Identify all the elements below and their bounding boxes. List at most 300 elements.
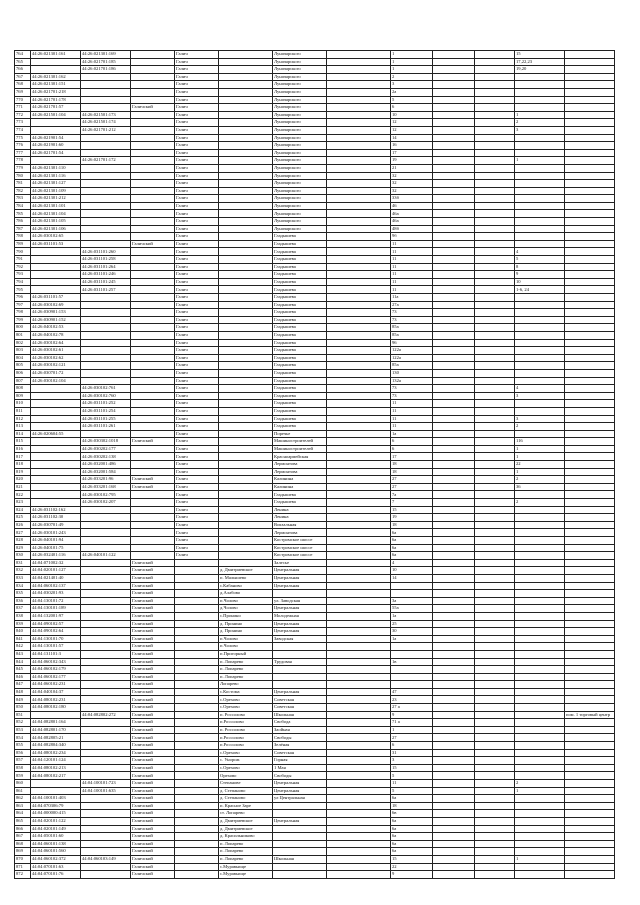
house-number-cell xyxy=(391,666,433,674)
cadastral-number-building-cell xyxy=(81,612,131,620)
street-extra-cell xyxy=(327,825,391,833)
district-cell: Галичский xyxy=(131,749,175,757)
cadastral-number-building-cell xyxy=(81,233,131,241)
street-extra-cell xyxy=(327,666,391,674)
street-extra-cell xyxy=(327,438,391,446)
cadastral-number-parcel-cell: 44:26:040102:53 xyxy=(31,324,81,332)
cadastral-number-building-cell: 44:26:040101:122 xyxy=(81,552,131,560)
row-number-cell: 781 xyxy=(15,180,31,188)
cadastral-number-building-cell xyxy=(81,104,131,112)
premises-cell xyxy=(515,817,565,825)
premises-cell xyxy=(515,757,565,765)
city-cell: Галич xyxy=(175,240,219,248)
city-cell: Галич xyxy=(175,415,219,423)
street-extra-cell xyxy=(327,742,391,750)
district-cell xyxy=(131,453,175,461)
cadastral-number-parcel-cell xyxy=(31,787,81,795)
table-row xyxy=(15,377,615,385)
cadastral-number-building-cell xyxy=(81,772,131,780)
house-number-cell: 73 xyxy=(391,385,433,393)
locality-cell xyxy=(219,506,273,514)
row-number-cell: 862 xyxy=(15,795,31,803)
building-cell xyxy=(433,863,475,871)
table-row xyxy=(15,407,615,415)
row-number-cell: 775 xyxy=(15,134,31,142)
table-row xyxy=(15,256,615,264)
cadastral-number-parcel-cell: 44:26:031101:57 xyxy=(31,294,81,302)
street-cell: Центральная xyxy=(273,688,327,696)
city-cell: Галич xyxy=(175,377,219,385)
district-cell xyxy=(131,552,175,560)
house-number-cell: 6а xyxy=(391,544,433,552)
table-row xyxy=(15,521,615,529)
building-cell xyxy=(433,248,475,256)
premises-cell xyxy=(515,362,565,370)
cadastral-number-building-cell: 44:26:021501:173 xyxy=(81,111,131,119)
premises-cell xyxy=(515,628,565,636)
city-cell xyxy=(175,597,219,605)
premises-cell: 1 xyxy=(515,111,565,119)
cadastral-number-parcel-cell: 44:26:031101:53 xyxy=(31,240,81,248)
district-cell xyxy=(131,263,175,271)
district-cell: Галичский xyxy=(131,612,175,620)
note-cell xyxy=(565,134,615,142)
street-cell xyxy=(273,643,327,651)
table-row xyxy=(15,863,615,871)
locality-cell: д. Степаново xyxy=(219,787,273,795)
cadastral-number-building-cell xyxy=(81,134,131,142)
building-cell xyxy=(433,119,475,127)
cadastral-number-building-cell xyxy=(81,240,131,248)
table-row xyxy=(15,126,615,134)
note-cell xyxy=(565,81,615,89)
street-extra-cell xyxy=(327,423,391,431)
row-number-cell: 795 xyxy=(15,286,31,294)
district-cell xyxy=(131,134,175,142)
street-extra-cell xyxy=(327,301,391,309)
locality-cell: п. Малышево xyxy=(219,574,273,582)
street-extra-cell xyxy=(327,704,391,712)
premises-cell xyxy=(515,195,565,203)
premises-cell xyxy=(515,354,565,362)
note-cell xyxy=(565,605,615,613)
row-number-cell: 868 xyxy=(15,840,31,848)
district-cell xyxy=(131,66,175,74)
building-cell xyxy=(433,392,475,400)
table-row xyxy=(15,688,615,696)
table-row xyxy=(15,559,615,567)
building-cell xyxy=(433,597,475,605)
district-cell xyxy=(131,187,175,195)
house-number-cell: 6а xyxy=(391,817,433,825)
city-cell xyxy=(175,780,219,788)
premises-cell: 15 xyxy=(515,51,565,59)
row-number-cell: 801 xyxy=(15,331,31,339)
cadastral-number-building-cell: 44:26:030102:795 xyxy=(81,491,131,499)
structure-cell xyxy=(475,483,515,491)
street-extra-cell xyxy=(327,240,391,248)
street-extra-cell xyxy=(327,635,391,643)
row-number-cell: 764 xyxy=(15,51,31,59)
table-row xyxy=(15,529,615,537)
house-number-cell: 48б xyxy=(391,225,433,233)
cadastral-number-parcel-cell: 44:04:060102:231 xyxy=(31,681,81,689)
city-cell: Галич xyxy=(175,476,219,484)
building-cell xyxy=(433,271,475,279)
city-cell: Галич xyxy=(175,468,219,476)
street-extra-cell xyxy=(327,309,391,317)
street-cell: Свободы xyxy=(273,772,327,780)
district-cell xyxy=(131,529,175,537)
district-cell xyxy=(131,347,175,355)
street-extra-cell xyxy=(327,506,391,514)
structure-cell xyxy=(475,749,515,757)
locality-cell xyxy=(219,172,273,180)
premises-cell: 2 xyxy=(515,499,565,507)
city-cell: Галич xyxy=(175,51,219,59)
note-cell xyxy=(565,119,615,127)
row-number-cell: 845 xyxy=(15,666,31,674)
row-number-cell: 771 xyxy=(15,104,31,112)
street-cell: Свобода xyxy=(273,719,327,727)
locality-cell xyxy=(219,88,273,96)
street-extra-cell xyxy=(327,863,391,871)
row-number-cell: 765 xyxy=(15,58,31,66)
street-cell: Гладышева xyxy=(273,331,327,339)
street-extra-cell xyxy=(327,453,391,461)
street-cell: Гладышева xyxy=(273,407,327,415)
table-row xyxy=(15,544,615,552)
cadastral-number-parcel-cell: 44:26:040101:75 xyxy=(31,544,81,552)
district-cell xyxy=(131,210,175,218)
district-cell: Галичский xyxy=(131,848,175,856)
table-row xyxy=(15,719,615,727)
table-row xyxy=(15,354,615,362)
note-cell xyxy=(565,423,615,431)
house-number-cell: 130 xyxy=(391,369,433,377)
cadastral-number-building-cell xyxy=(81,734,131,742)
premises-cell xyxy=(515,88,565,96)
cadastral-number-parcel-cell: 44:04:070101:76 xyxy=(31,871,81,879)
street-extra-cell xyxy=(327,400,391,408)
locality-cell: д.Чолово xyxy=(219,605,273,613)
cadastral-number-parcel-cell: 44:26:021301:101 xyxy=(31,202,81,210)
cadastral-number-parcel-cell: 44:04:130101:70 xyxy=(31,635,81,643)
city-cell xyxy=(175,787,219,795)
street-extra-cell xyxy=(327,362,391,370)
cadastral-number-parcel-cell: 44:26:031102:162 xyxy=(31,506,81,514)
city-cell xyxy=(175,650,219,658)
cadastral-number-parcel-cell: 44:04:130101:189 xyxy=(31,605,81,613)
premises-cell: 8 xyxy=(515,263,565,271)
district-cell xyxy=(131,149,175,157)
cadastral-number-parcel-cell xyxy=(31,66,81,74)
note-cell xyxy=(565,271,615,279)
street-extra-cell xyxy=(327,286,391,294)
building-cell xyxy=(433,521,475,529)
building-cell xyxy=(433,453,475,461)
cadastral-number-parcel-cell: 44:04:080102:213 xyxy=(31,764,81,772)
district-cell: Галичский xyxy=(131,597,175,605)
row-number-cell: 836 xyxy=(15,597,31,605)
locality-cell: с.Орехово xyxy=(219,749,273,757)
cadastral-number-parcel-cell: 44:04:021401:40 xyxy=(31,574,81,582)
structure-cell xyxy=(475,582,515,590)
cadastral-number-building-cell xyxy=(81,810,131,818)
city-cell: Галич xyxy=(175,73,219,81)
locality-cell: Лопарево xyxy=(219,681,273,689)
locality-cell xyxy=(219,218,273,226)
cadastral-number-parcel-cell: 44:26:021701:218 xyxy=(31,88,81,96)
district-cell xyxy=(131,142,175,150)
city-cell: Галич xyxy=(175,187,219,195)
premises-cell xyxy=(515,180,565,188)
cadastral-number-parcel-cell xyxy=(31,468,81,476)
cadastral-number-building-cell xyxy=(81,529,131,537)
structure-cell xyxy=(475,354,515,362)
structure-cell xyxy=(475,316,515,324)
note-cell xyxy=(565,521,615,529)
note-cell xyxy=(565,407,615,415)
street-extra-cell xyxy=(327,848,391,856)
locality-cell xyxy=(219,187,273,195)
premises-cell xyxy=(515,301,565,309)
house-number-cell: 18 xyxy=(391,521,433,529)
house-number-cell: 46а xyxy=(391,218,433,226)
building-cell xyxy=(433,537,475,545)
house-number-cell: 7 xyxy=(391,499,433,507)
note-cell xyxy=(565,202,615,210)
note-cell xyxy=(565,863,615,871)
street-extra-cell xyxy=(327,514,391,522)
building-cell xyxy=(433,134,475,142)
row-number-cell: 812 xyxy=(15,415,31,423)
note-cell xyxy=(565,256,615,264)
city-cell xyxy=(175,688,219,696)
cadastral-number-building-cell xyxy=(81,795,131,803)
premises-cell xyxy=(515,643,565,651)
building-cell xyxy=(433,88,475,96)
house-number-cell: 25 xyxy=(391,620,433,628)
row-number-cell: 837 xyxy=(15,605,31,613)
city-cell: Галич xyxy=(175,309,219,317)
table-row xyxy=(15,111,615,119)
premises-cell xyxy=(515,430,565,438)
street-cell: Машиностроителей xyxy=(273,438,327,446)
city-cell xyxy=(175,764,219,772)
premises-cell: 1 xyxy=(515,468,565,476)
district-cell xyxy=(131,521,175,529)
locality-cell xyxy=(219,415,273,423)
street-cell: Луначарского xyxy=(273,149,327,157)
house-number-cell: 1а xyxy=(391,635,433,643)
note-cell: пом. 1 торговый центр xyxy=(565,711,615,719)
table-row xyxy=(15,233,615,241)
locality-cell xyxy=(219,73,273,81)
city-cell xyxy=(175,749,219,757)
street-cell: Луначарского xyxy=(273,225,327,233)
cadastral-number-parcel-cell: 44:26:030102:104 xyxy=(31,377,81,385)
note-cell xyxy=(565,529,615,537)
table-row xyxy=(15,187,615,195)
district-cell xyxy=(131,164,175,172)
street-cell: Центральная xyxy=(273,628,327,636)
district-cell xyxy=(131,354,175,362)
street-extra-cell xyxy=(327,810,391,818)
cadastral-number-parcel-cell: 44:04:020101:127 xyxy=(31,567,81,575)
street-cell: Заойная xyxy=(273,726,327,734)
structure-cell xyxy=(475,863,515,871)
house-number-cell xyxy=(391,582,433,590)
district-cell xyxy=(131,377,175,385)
structure-cell xyxy=(475,780,515,788)
house-number-cell: 1в xyxy=(391,658,433,666)
street-extra-cell xyxy=(327,567,391,575)
premises-cell xyxy=(515,187,565,195)
cadastral-number-parcel-cell xyxy=(31,461,81,469)
structure-cell xyxy=(475,468,515,476)
cadastral-number-building-cell xyxy=(81,331,131,339)
building-cell xyxy=(433,726,475,734)
city-cell xyxy=(175,726,219,734)
cadastral-number-building-cell xyxy=(81,749,131,757)
street-extra-cell xyxy=(327,96,391,104)
cadastral-number-building-cell xyxy=(81,225,131,233)
structure-cell xyxy=(475,772,515,780)
table-row xyxy=(15,757,615,765)
locality-cell xyxy=(219,240,273,248)
row-number-cell: 840 xyxy=(15,628,31,636)
premises-cell xyxy=(515,134,565,142)
premises-cell xyxy=(515,688,565,696)
city-cell xyxy=(175,696,219,704)
district-cell: Галичский xyxy=(131,719,175,727)
row-number-cell: 809 xyxy=(15,392,31,400)
street-cell: Гладышева xyxy=(273,415,327,423)
locality-cell xyxy=(219,339,273,347)
note-cell xyxy=(565,248,615,256)
premises-cell: 2 xyxy=(515,119,565,127)
note-cell xyxy=(565,468,615,476)
note-cell xyxy=(565,476,615,484)
building-cell xyxy=(433,476,475,484)
building-cell xyxy=(433,316,475,324)
locality-cell xyxy=(219,521,273,529)
locality-cell: д. Степаново xyxy=(219,795,273,803)
street-cell: Лермонтова xyxy=(273,468,327,476)
premises-cell: 2 xyxy=(515,476,565,484)
cadastral-number-parcel-cell: 44:04:060102:343 xyxy=(31,658,81,666)
city-cell: Галич xyxy=(175,529,219,537)
locality-cell xyxy=(219,164,273,172)
locality-cell xyxy=(219,407,273,415)
building-cell xyxy=(433,605,475,613)
locality-cell: с.Муравьище xyxy=(219,863,273,871)
district-cell xyxy=(131,400,175,408)
city-cell: Галич xyxy=(175,278,219,286)
row-number-cell: 770 xyxy=(15,96,31,104)
note-cell xyxy=(565,157,615,165)
note-cell xyxy=(565,126,615,134)
cadastral-number-building-cell xyxy=(81,149,131,157)
structure-cell xyxy=(475,392,515,400)
table-row xyxy=(15,780,615,788)
row-number-cell: 792 xyxy=(15,263,31,271)
structure-cell xyxy=(475,407,515,415)
premises-cell: 3 xyxy=(515,415,565,423)
cadastral-number-parcel-cell: 44:04:082804:340 xyxy=(31,742,81,750)
premises-cell: 10 xyxy=(515,278,565,286)
table-row xyxy=(15,726,615,734)
street-extra-cell xyxy=(327,461,391,469)
locality-cell xyxy=(219,552,273,560)
building-cell xyxy=(433,195,475,203)
row-number-cell: 854 xyxy=(15,734,31,742)
cadastral-number-parcel-cell: 44:04:020101:149 xyxy=(31,825,81,833)
district-cell xyxy=(131,126,175,134)
house-number-cell: 3а xyxy=(391,597,433,605)
city-cell: Галич xyxy=(175,552,219,560)
premises-cell xyxy=(515,620,565,628)
street-cell: Калинина xyxy=(273,476,327,484)
cadastral-number-building-cell xyxy=(81,704,131,712)
premises-cell xyxy=(515,719,565,727)
note-cell xyxy=(565,787,615,795)
cadastral-number-parcel-cell: 44:26:030701:49 xyxy=(31,521,81,529)
cadastral-number-building-cell xyxy=(81,96,131,104)
city-cell: Галич xyxy=(175,157,219,165)
house-number-cell: 9б xyxy=(391,233,433,241)
structure-cell xyxy=(475,597,515,605)
structure-cell xyxy=(475,324,515,332)
street-extra-cell xyxy=(327,354,391,362)
street-cell: Ленина xyxy=(273,506,327,514)
cadastral-number-parcel-cell: 44:26:030102:61 xyxy=(31,347,81,355)
street-extra-cell xyxy=(327,385,391,393)
district-cell xyxy=(131,339,175,347)
street-extra-cell xyxy=(327,688,391,696)
row-number-cell: 861 xyxy=(15,787,31,795)
table-row xyxy=(15,628,615,636)
cadastral-number-parcel-cell: 44:04:082805:21 xyxy=(31,734,81,742)
street-extra-cell xyxy=(327,316,391,324)
house-number-cell: 6 xyxy=(391,445,433,453)
street-cell: Луначарского xyxy=(273,104,327,112)
cadastral-number-parcel-cell: 44:04:070306:79 xyxy=(31,802,81,810)
row-number-cell: 802 xyxy=(15,339,31,347)
premises-cell xyxy=(515,316,565,324)
note-cell xyxy=(565,164,615,172)
city-cell: Галич xyxy=(175,164,219,172)
street-extra-cell xyxy=(327,271,391,279)
structure-cell xyxy=(475,711,515,719)
building-cell xyxy=(433,278,475,286)
city-cell xyxy=(175,635,219,643)
district-cell: Галичский xyxy=(131,833,175,841)
house-number-cell: 6а xyxy=(391,529,433,537)
district-cell: Галичский xyxy=(131,666,175,674)
cadastral-number-building-cell xyxy=(81,840,131,848)
cadastral-number-building-cell xyxy=(81,309,131,317)
cadastral-number-building-cell xyxy=(81,362,131,370)
building-cell xyxy=(433,385,475,393)
cadastral-number-building-cell xyxy=(81,688,131,696)
building-cell xyxy=(433,218,475,226)
city-cell: Галич xyxy=(175,445,219,453)
note-cell xyxy=(565,187,615,195)
cadastral-number-building-cell xyxy=(81,650,131,658)
cadastral-number-building-cell xyxy=(81,164,131,172)
